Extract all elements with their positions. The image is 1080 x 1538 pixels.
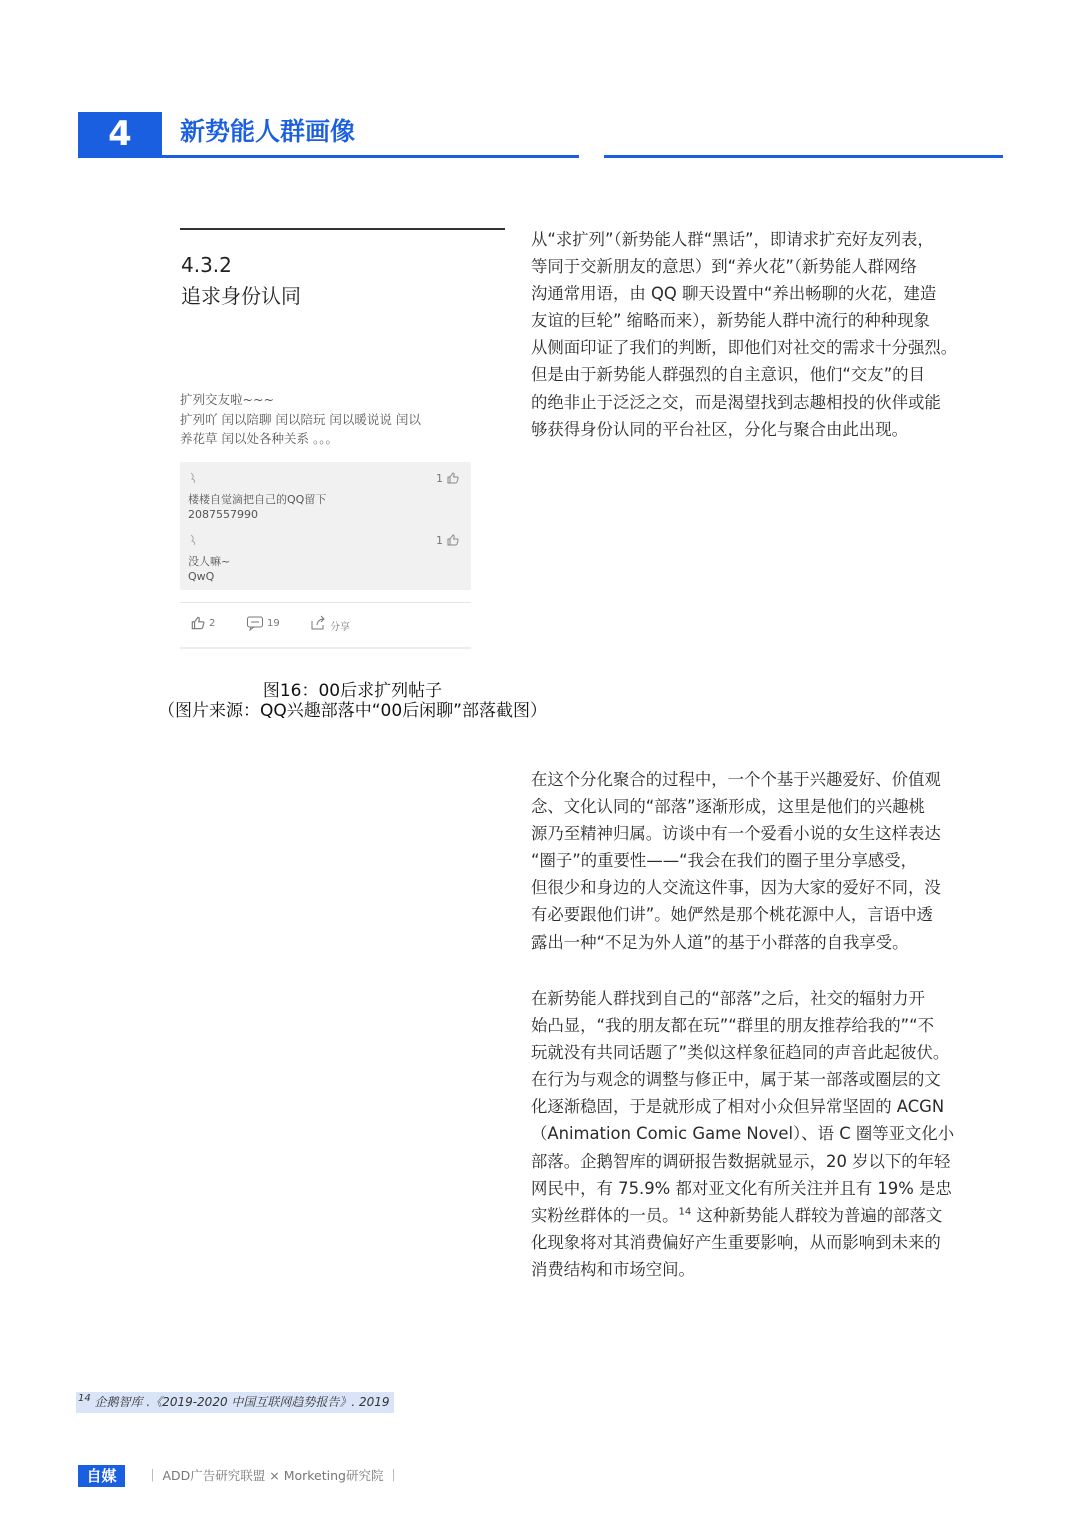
comment-text-line: QwQ [188, 570, 215, 583]
paragraph-1 [531, 226, 1007, 443]
avatar-icon [188, 533, 202, 547]
header-rule-left [78, 155, 579, 158]
text-line: 化现象将对其消费偏好产生重要影响，从而影响到未来的 [531, 1232, 941, 1252]
figure-source: （图片来源：QQ兴趣部落中“00后闲聊”部落截图） [157, 701, 547, 721]
post-screenshot [180, 388, 475, 653]
text-line: 等同于交新朋友的意思）到“养火花”（新势能人群网络 [531, 257, 917, 277]
comments-box [180, 462, 471, 590]
share-label[interactable]: 分享 [330, 622, 350, 633]
text-line: 在行为与观念的调整与修正中，属于某一部落或圈层的文 [531, 1070, 941, 1090]
comment-like-count: 1 [436, 472, 443, 485]
header-rule-right [604, 155, 1003, 158]
chapter-title: 新势能人群画像 [180, 117, 356, 146]
post-comment-count: 19 [267, 618, 280, 629]
text-line: 但很少和身边的人交流这件事，因为大家的爱好不同，没 [531, 878, 941, 898]
footnote-text: 企鹅智库 .《2019-2020 中国互联网趋势报告》. 2019 [90, 1395, 390, 1409]
avatar-icon [188, 471, 202, 485]
footnote [76, 1392, 394, 1413]
comment-text-line: 楼楼自觉滴把自己的QQ留下 [188, 493, 327, 506]
paragraph-3 [531, 985, 1007, 1283]
text-line: 玩就没有共同话题了”类似这样象征趋同的声音此起彼伏。 [531, 1043, 950, 1063]
text-line: 够获得身份认同的平台社区，分化与聚合由此出现。 [531, 419, 908, 439]
figure-caption: 图16：00后求扩列帖子 [262, 681, 443, 701]
chapter-number-box: 4 [78, 112, 162, 157]
footnote-reference[interactable]: 14 [678, 1206, 692, 1218]
post-body-line: 养花草 闰以处各种关系 。。。 [180, 431, 338, 446]
text-line: （Animation Comic Game Novel）、语 C 圈等亚文化小 [531, 1124, 955, 1144]
text-line: 的绝非止于泛泛之交，而是渴望找到志趣相投的伙伴或能 [531, 392, 941, 412]
text-line: 源乃至精神归属。访谈中有一个爱看小说的女生这样表达 [531, 824, 941, 844]
comment-icon[interactable] [246, 615, 264, 631]
share-icon[interactable] [310, 615, 327, 631]
text-line: “圈子”的重要性——“我会在我们的圈子里分享感受， [531, 851, 918, 871]
comment-text-line: 没人嘛~ [188, 555, 231, 568]
text-line: 露出一种“不足为外人道”的基于小群落的自我享受。 [531, 932, 909, 952]
text-line: 从侧面印证了我们的判断，即他们对社交的需求十分强烈。 [531, 338, 958, 358]
post-like-count: 2 [209, 618, 216, 629]
text-line: 始凸显，“我的朋友都在玩”“群里的朋友推荐给我的”“不 [531, 1016, 935, 1036]
thumbs-up-icon[interactable] [446, 471, 460, 485]
text-line: 但是由于新势能人群强烈的自主意识，他们“交友”的目 [531, 365, 925, 385]
text-segment: 这种新势能人群较为普遍的部落文 [691, 1205, 943, 1225]
section-title: 追求身份认同 [181, 284, 301, 308]
brand-logo: 自媒 [78, 1465, 125, 1487]
footnote-number: 14 [78, 1393, 91, 1404]
text-line: 网民中，有 75.9% 都对亚文化有所关注并且有 19% 是忠 [531, 1178, 952, 1198]
text-line: 在这个分化聚合的过程中，一个个基于兴趣爱好、价值观 [531, 770, 941, 789]
post-action-bar [180, 602, 471, 643]
screenshot-bottom-edge [180, 647, 471, 649]
text-line [531, 1202, 1007, 1229]
comment-like-count: 1 [436, 534, 443, 547]
section-rule [180, 228, 505, 230]
post-title: 扩列交友啦~~~ [180, 392, 274, 407]
post-body-line: 扩列吖 闰以陪聊 闰以陪玩 闰以暖说说 闰以 [180, 412, 421, 427]
section-number: 4.3.2 [181, 253, 232, 277]
text-line: 沟通常用语，由 QQ 聊天设置中“养出畅聊的火花，建造 [531, 284, 937, 304]
paragraph-2 [531, 766, 1007, 956]
text-line: 念、文化认同的“部落”逐渐形成，这里是他们的兴趣桃 [531, 797, 925, 817]
footer-text: ｜ ADD广告研究联盟 × Morketing研究院 ｜ [146, 1468, 400, 1483]
text-line: 友谊的巨轮” 缩略而来），新势能人群中流行的种种现象 [531, 311, 930, 331]
text-line: 有必要跟他们讲”。她俨然是那个桃花源中人，言语中透 [531, 905, 933, 925]
text-line: 在新势能人群找到自己的“部落”之后，社交的辐射力开 [531, 989, 925, 1008]
thumbs-up-icon[interactable] [446, 533, 460, 547]
thumbs-up-icon[interactable] [190, 615, 206, 631]
text-line: 化逐渐稳固，于是就形成了相对小众但异常坚固的 ACGN [531, 1097, 945, 1117]
comment-text-line: 2087557990 [188, 508, 258, 521]
text-line: 从“求扩列”（新势能人群“黑话”，即请求扩充好友列表， [531, 230, 934, 249]
text-line: 消费结构和市场空间。 [531, 1259, 695, 1279]
text-segment: 实粉丝群体的一员。 [531, 1205, 679, 1225]
text-line: 部落。企鹅智库的调研报告数据就显示，20 岁以下的年轻 [531, 1151, 951, 1171]
